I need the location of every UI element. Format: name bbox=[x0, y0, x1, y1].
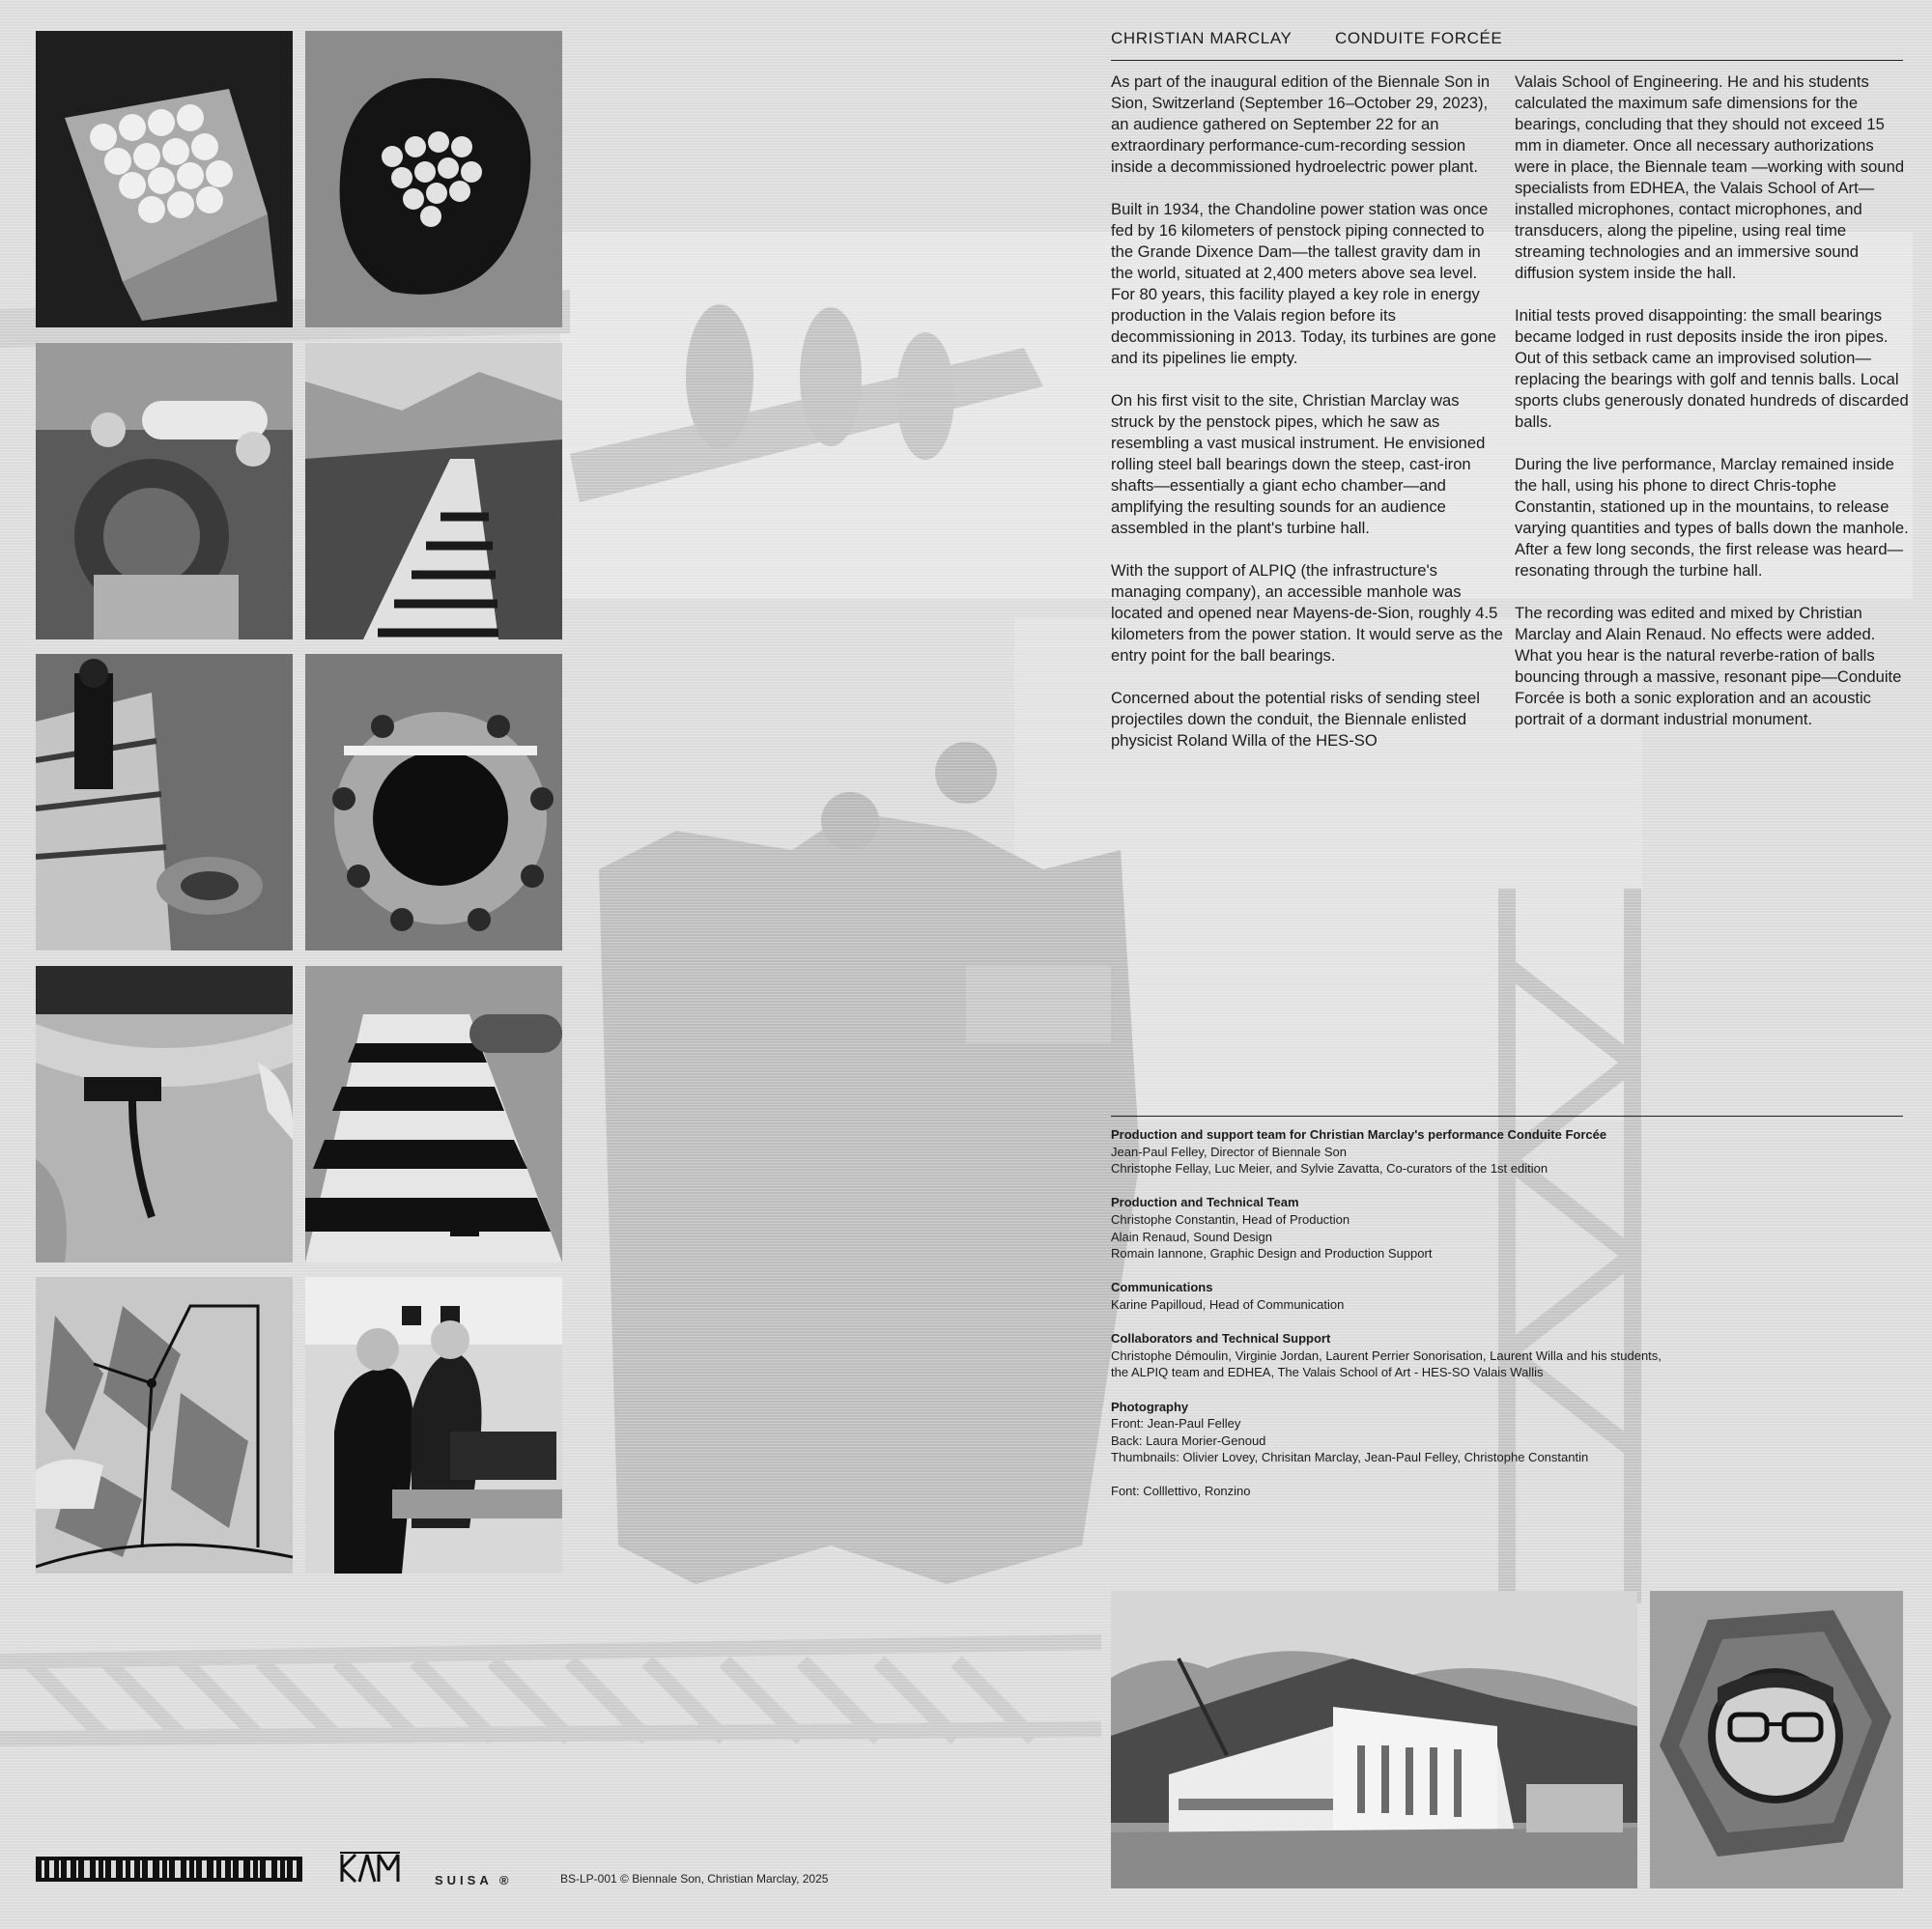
credits-section bbox=[1111, 1483, 1903, 1500]
thumbnail-men-at-mixing-desk bbox=[305, 1277, 562, 1574]
thumbnail-penstock-pipeline-landscape bbox=[305, 343, 562, 639]
catalog-number: BS-LP-001 © Biennale Son, Christian Marclay, 2025 bbox=[560, 1872, 829, 1886]
paragraph: The recording was edited and mixed by Christian Marclay and Alain Renaud. No effects were added. What you hear is the natural reverbe-ration of balls bouncing through a massive, resonant pipe—Conduite Forcée is both a sonic exploration and an acoustic portrait of a dormant industrial monument. bbox=[1515, 604, 1902, 728]
paragraph: On his first visit to the site, Christian Marclay was struck by the penstock pipes, which he saw as resembling a vast musical instrument. He envisioned rolling steel ball bearings down the steep, cast-iron shafts—essentially a giant echo chamber—and amplifying the resulting sounds for an audience assembled in the plant's turbine hall. bbox=[1111, 391, 1486, 537]
thumbnail-bag-of-golf-balls bbox=[305, 31, 562, 327]
credits-line: Christophe Constantin, Head of Production bbox=[1111, 1211, 1350, 1227]
credits-section bbox=[1111, 1330, 1903, 1381]
paragraph: As part of the inaugural edition of the Biennale Son in Sion, Switzerland (September 16–October 29, 2023), an audience gathered on September 22 for an extraordinary performance-cum-recording session inside a decommissioned hydroelectric power plant. bbox=[1111, 72, 1491, 176]
thumbnail-man-at-manhole bbox=[36, 654, 293, 950]
credits-section bbox=[1111, 1279, 1903, 1313]
thumbnail-mountain-map bbox=[36, 1277, 293, 1574]
artist-name: CHRISTIAN MARCLAY bbox=[1111, 29, 1293, 47]
credits-line: the ALPIQ team and EDHEA, The Valais School of Art - HES-SO Valais Wallis bbox=[1111, 1365, 1544, 1380]
power-station-photo bbox=[1111, 1591, 1637, 1888]
paragraph: During the live performance, Marclay remained inside the hall, using his phone to direct Chris-tophe Constantin, stationed up in the mountains, to release varying quantities and types of balls down the manhole. After a few long seconds, the first release was heard—resonating through the turbine hall. bbox=[1515, 455, 1909, 580]
thumbnail-workers-at-pipe-flange bbox=[36, 343, 293, 639]
thumbnail-open-manhole-flange bbox=[305, 654, 562, 950]
credits-line: Christophe Fellay, Luc Meier, and Sylvie Zavatta, Co-curators of the 1st edition bbox=[1111, 1161, 1548, 1177]
suisa-logo: SUISA ® bbox=[435, 1873, 513, 1887]
credits-line: Back: Laura Morier-Genoud bbox=[1111, 1433, 1266, 1448]
kam-logo bbox=[340, 1851, 400, 1886]
credits-section bbox=[1111, 1399, 1903, 1466]
credits-line: Karine Papilloud, Head of Communication bbox=[1111, 1296, 1345, 1312]
credits-line: Jean-Paul Felley, Director of Biennale Son bbox=[1111, 1144, 1347, 1159]
biennale-son-logo bbox=[36, 1853, 302, 1886]
credits-heading: Collaborators and Technical Support bbox=[1111, 1331, 1331, 1347]
credits-line: Alain Renaud, Sound Design bbox=[1111, 1229, 1272, 1244]
credits-block bbox=[1111, 1116, 1903, 1518]
paragraph: Concerned about the potential risks of sending steel projectiles down the conduit, the Biennale enlisted physicist Roland Willa of the HES-SO bbox=[1111, 689, 1480, 750]
thumbnail-pipe-surface-with-device bbox=[36, 966, 293, 1262]
credits-line: Christophe Démoulin, Virginie Jordan, Laurent Perrier Sonorisation, Laurent Willa and his students, bbox=[1111, 1347, 1662, 1363]
credits-heading: Photography bbox=[1111, 1399, 1189, 1414]
credits-section bbox=[1111, 1194, 1903, 1262]
liner-notes-left-column bbox=[1111, 71, 1505, 752]
paragraph: With the support of ALPIQ (the infrastructure's managing company), an accessible manhole was located and opened near Mayens-de-Sion, roughly 4.5 kilometers from the power station. It would serve as the entry point for the ball bearings. bbox=[1111, 561, 1503, 665]
credits-line: Thumbnails: Olivier Lovey, Chrisitan Marclay, Jean-Paul Felley, Christophe Constantin bbox=[1111, 1450, 1589, 1465]
header-bar bbox=[1111, 27, 1903, 61]
credits-section bbox=[1111, 1126, 1903, 1177]
album-title: CONDUITE FORCÉE bbox=[1335, 29, 1503, 47]
credits-heading: Production and support team for Christian Marclay's performance Conduite Forcée bbox=[1111, 1127, 1607, 1142]
paragraph: Built in 1934, the Chandoline power station was once fed by 16 kilometers of penstock piping connected to the Grande Dixence Dam—the tallest gravity dam in the world, situated at 2,400 meters above sea level. For 80 years, this facility played a key role in energy production in the Valais region before its decommissioning in 2013. Today, its turbines are gone and its pipelines lie empty. bbox=[1111, 200, 1496, 367]
thumbnail-striped-pipeline bbox=[305, 966, 562, 1262]
credits-line: Font: Colllettivo, Ronzino bbox=[1111, 1484, 1251, 1499]
credits-heading: Communications bbox=[1111, 1280, 1213, 1295]
thumbnail-box-of-golf-balls bbox=[36, 31, 293, 327]
credits-heading: Production and Technical Team bbox=[1111, 1195, 1299, 1210]
portrait-through-bolt-photo bbox=[1650, 1591, 1903, 1888]
paragraph: Valais School of Engineering. He and his students calculated the maximum safe dimensions for the bearings, concluding that they should not exceed 15 mm in diameter. Once all necessary authorizations were in place, the Biennale team —working with sound specialists from EDHEA, the Valais School of Art—installed microphones, contact microphones, and transducers, along the pipeline, using real time streaming technologies and an immersive sound diffusion system inside the hall. bbox=[1515, 72, 1905, 282]
paragraph: Initial tests proved disappointing: the small bearings became lodged in rust deposits inside the iron pipes. Out of this setback came an improvised solution—replacing the bearings with golf and tennis balls. Local sports clubs generously donated hundreds of discarded balls. bbox=[1515, 306, 1909, 431]
credits-line: Romain Iannone, Graphic Design and Production Support bbox=[1111, 1246, 1433, 1262]
liner-notes-right-column bbox=[1515, 71, 1909, 730]
credits-line: Front: Jean-Paul Felley bbox=[1111, 1416, 1241, 1432]
